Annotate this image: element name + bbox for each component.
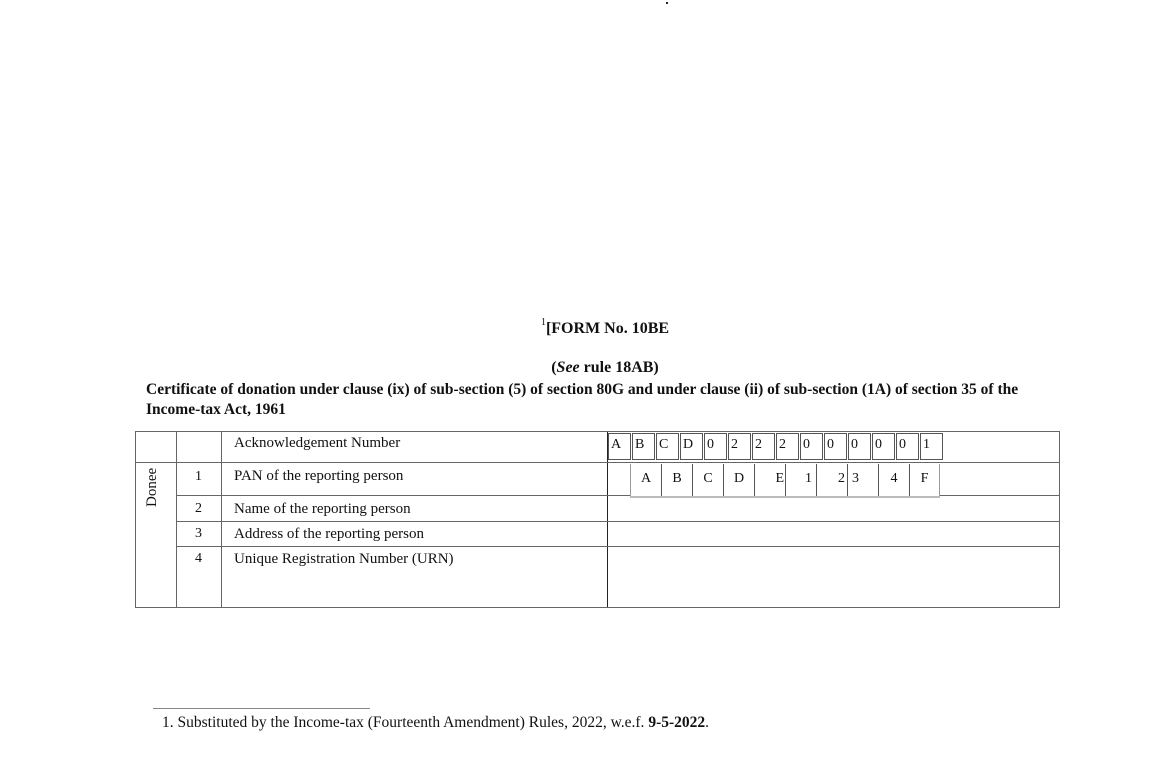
pan-char: C — [692, 464, 723, 496]
ack-number-boxes — [608, 433, 944, 460]
pan-char: B — [661, 464, 692, 496]
ack-char: 0 — [872, 433, 895, 460]
ack-label: Acknowledgement Number — [234, 435, 401, 451]
ack-char: B — [632, 433, 655, 460]
footnote-marker: 1 — [540, 317, 546, 328]
form-title-text: [FORM No. 10BE — [545, 320, 670, 337]
ack-char: C — [656, 433, 679, 460]
footnote-end: . — [705, 714, 710, 731]
certificate-title: Certificate of donation under clause (ix) of sub-section (5) of section 80G and under clause (ii) of sub-section (1A) of section 35 of the Income-tax Act, 1961 — [146, 381, 1019, 418]
col-divider — [176, 432, 177, 607]
ack-char: 0 — [848, 433, 871, 460]
ack-char: A — [608, 433, 631, 460]
row-label-pan: PAN of the reporting person — [234, 468, 404, 484]
see-rule-prefix: ( — [551, 359, 557, 376]
col-divider — [221, 432, 222, 607]
pan-char: 3 — [847, 464, 878, 496]
ack-char: 1 — [920, 433, 943, 460]
row-number: 4 — [195, 551, 202, 566]
row-number: 1 — [195, 469, 202, 484]
donee-table — [135, 431, 1060, 608]
row-number: 2 — [195, 501, 202, 516]
row-divider — [176, 521, 1059, 522]
row-label-urn: Unique Registration Number (URN) — [234, 551, 454, 567]
pan-char: F — [909, 464, 940, 496]
pan-char: 1 — [785, 464, 816, 496]
stray-mark — [666, 2, 668, 4]
see-rule-rest: rule 18AB) — [579, 359, 659, 376]
ack-char: 0 — [704, 433, 727, 460]
ack-char: 0 — [896, 433, 919, 460]
row-number: 3 — [195, 526, 202, 541]
ack-char: 0 — [800, 433, 823, 460]
pan-char: 2 — [816, 464, 847, 496]
ack-char: 2 — [728, 433, 751, 460]
pan-char: D — [723, 464, 754, 496]
footnote-text: 1. Substituted by the Income-tax (Fourteenth Amendment) Rules, 2022, w.e.f. — [162, 714, 649, 731]
footnote-date: 9-5-2022 — [648, 714, 706, 731]
form-title — [0, 317, 1176, 338]
see-rule-italic: See — [556, 359, 580, 376]
donee-section-label: Donee — [144, 467, 160, 507]
pan-char: A — [630, 464, 661, 496]
row-label-name: Name of the reporting person — [234, 501, 411, 517]
ack-char: D — [680, 433, 703, 460]
ack-char: 2 — [776, 433, 799, 460]
footnote — [162, 714, 709, 732]
row-label-address: Address of the reporting person — [234, 526, 424, 542]
see-rule — [0, 359, 1176, 377]
pan-boxes — [630, 464, 940, 496]
pan-char: 4 — [878, 464, 909, 496]
row-divider — [176, 546, 1059, 547]
ack-char: 0 — [824, 433, 847, 460]
row-divider — [136, 462, 1059, 463]
ack-char: 2 — [752, 433, 775, 460]
footnote-divider — [153, 708, 370, 709]
pan-char: E — [754, 464, 785, 496]
